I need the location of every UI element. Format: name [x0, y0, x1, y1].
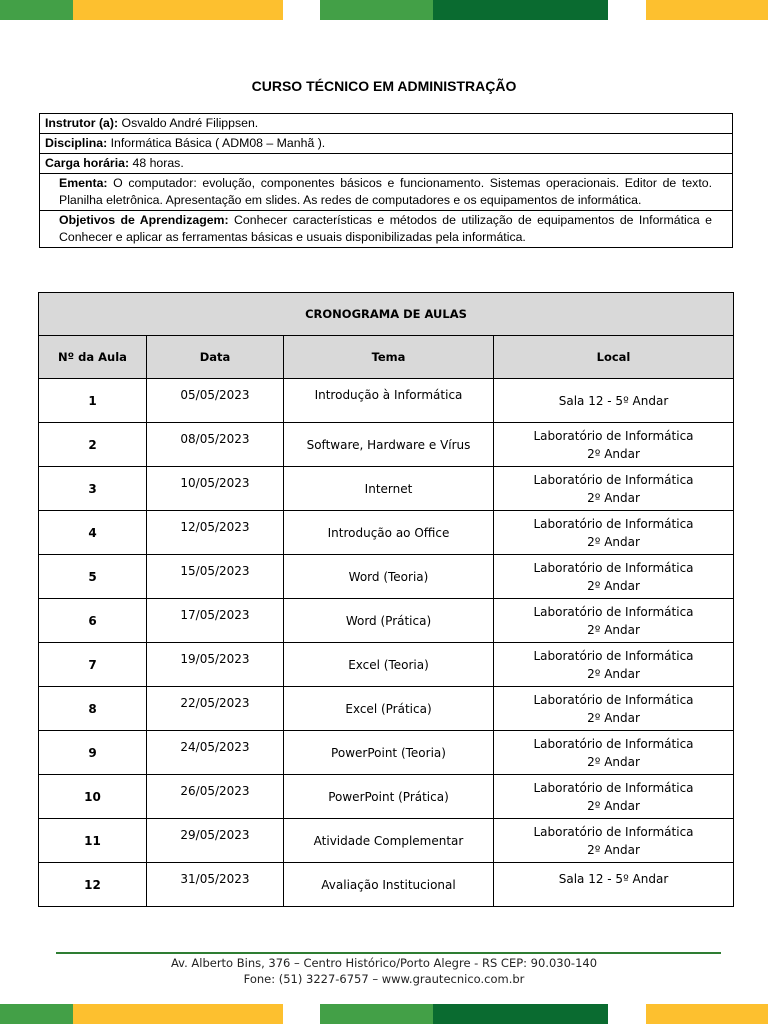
local-line-2: 2º Andar — [587, 446, 640, 461]
aula-number: 2 — [39, 423, 147, 467]
local-line-1: Laboratório de Informática — [533, 428, 694, 443]
local-line-2: 2º Andar — [587, 490, 640, 505]
table-row — [39, 379, 734, 423]
local-line-1: Laboratório de Informática — [533, 648, 694, 663]
objetivos-label: Objetivos de Aprendizagem: — [59, 213, 229, 227]
aula-tema: PowerPoint (Teoria) — [284, 731, 494, 775]
local-line-1: Laboratório de Informática — [533, 516, 694, 531]
aula-number: 1 — [39, 379, 147, 423]
local-line-2: 2º Andar — [587, 842, 640, 857]
table-row — [39, 423, 734, 467]
aula-tema: Excel (Teoria) — [284, 643, 494, 687]
local-line-2: 2º Andar — [587, 710, 640, 725]
header-data: Data — [147, 336, 284, 379]
local-line-1: Sala 12 - 5º Andar — [558, 871, 669, 886]
aula-date: 31/05/2023 — [147, 863, 284, 907]
aula-date: 08/05/2023 — [147, 423, 284, 467]
aula-local — [494, 687, 734, 731]
cronograma-table — [38, 292, 734, 907]
local-line-1: Laboratório de Informática — [533, 780, 694, 795]
aula-number: 10 — [39, 775, 147, 819]
local-line-2: 2º Andar — [587, 798, 640, 813]
aula-date: 12/05/2023 — [147, 511, 284, 555]
aula-tema: Software, Hardware e Vírus — [284, 423, 494, 467]
instrutor-row — [40, 114, 732, 134]
disciplina-label: Disciplina: — [45, 136, 108, 150]
aula-local — [494, 775, 734, 819]
local-line-2: 2º Andar — [587, 578, 640, 593]
aula-number: 6 — [39, 599, 147, 643]
table-row — [39, 819, 734, 863]
carga-value: 48 horas. — [129, 156, 184, 170]
instrutor-value: Osvaldo André Filippsen. — [118, 116, 259, 130]
aula-tema: PowerPoint (Prática) — [284, 775, 494, 819]
footer — [0, 955, 768, 987]
aula-tema: Word (Teoria) — [284, 555, 494, 599]
table-row — [39, 467, 734, 511]
header-tema: Tema — [284, 336, 494, 379]
local-line-1: Laboratório de Informática — [533, 472, 694, 487]
page-title: CURSO TÉCNICO EM ADMINISTRAÇÃO — [251, 78, 517, 94]
objetivos-row — [40, 211, 732, 247]
aula-date: 17/05/2023 — [147, 599, 284, 643]
aula-date: 26/05/2023 — [147, 775, 284, 819]
aula-local — [494, 731, 734, 775]
aula-date: 19/05/2023 — [147, 643, 284, 687]
aula-date: 05/05/2023 — [147, 379, 284, 423]
aula-number: 9 — [39, 731, 147, 775]
instrutor-label: Instrutor (a): — [45, 116, 119, 130]
table-row — [39, 643, 734, 687]
local-line-2: 2º Andar — [587, 666, 640, 681]
footer-divider — [56, 952, 721, 954]
table-row — [39, 731, 734, 775]
local-line-2: 2º Andar — [587, 534, 640, 549]
footer-address: Av. Alberto Bins, 376 – Centro Histórico/Porto Alegre - RS CEP: 90.030-140 — [170, 956, 598, 970]
local-line-2: 2º Andar — [587, 622, 640, 637]
aula-tema: Introdução à Informática — [284, 379, 494, 423]
ementa-label: Ementa: — [59, 176, 108, 190]
header-local: Local — [494, 336, 734, 379]
local-line-1: Laboratório de Informática — [533, 560, 694, 575]
course-info-box — [39, 113, 733, 248]
table-row — [39, 511, 734, 555]
table-row — [39, 775, 734, 819]
aula-local — [494, 863, 734, 907]
aula-tema: Introdução ao Office — [284, 511, 494, 555]
local-line-1: Sala 12 - 5º Andar — [558, 393, 669, 408]
aula-local — [494, 599, 734, 643]
cronograma-title: CRONOGRAMA DE AULAS — [39, 293, 734, 336]
local-line-1: Laboratório de Informática — [533, 692, 694, 707]
aula-local — [494, 511, 734, 555]
aula-tema: Excel (Prática) — [284, 687, 494, 731]
aula-date: 24/05/2023 — [147, 731, 284, 775]
disciplina-row — [40, 134, 732, 154]
aula-number: 4 — [39, 511, 147, 555]
ementa-value: O computador: evolução, componentes básicos e funcionamento. Sistemas operacionais. Editor de texto. Planilha eletrônica. Apresentação em slides. As redes de computadores e os equipamentos de informática. — [59, 176, 712, 207]
table-row — [39, 863, 734, 907]
local-line-1: Laboratório de Informática — [533, 736, 694, 751]
ementa-row — [40, 174, 732, 211]
local-line-1: Laboratório de Informática — [533, 604, 694, 619]
carga-label: Carga horária: — [45, 156, 130, 170]
header-num: Nº da Aula — [39, 336, 147, 379]
footer-contact: Fone: (51) 3227-6757 – www.grautecnico.com.br — [243, 972, 525, 986]
aula-date: 22/05/2023 — [147, 687, 284, 731]
aula-local — [494, 423, 734, 467]
aula-number: 5 — [39, 555, 147, 599]
local-line-2: 2º Andar — [587, 754, 640, 769]
aula-tema: Internet — [284, 467, 494, 511]
table-row — [39, 555, 734, 599]
aula-date: 10/05/2023 — [147, 467, 284, 511]
disciplina-value: Informática Básica ( ADM08 – Manhã ). — [107, 136, 326, 150]
aula-tema: Avaliação Institucional — [284, 863, 494, 907]
aula-local — [494, 643, 734, 687]
aula-local — [494, 555, 734, 599]
aula-number: 8 — [39, 687, 147, 731]
aula-number: 7 — [39, 643, 147, 687]
aula-date: 15/05/2023 — [147, 555, 284, 599]
aula-tema: Atividade Complementar — [284, 819, 494, 863]
top-color-band — [0, 0, 768, 20]
aula-number: 12 — [39, 863, 147, 907]
aula-date: 29/05/2023 — [147, 819, 284, 863]
local-line-1: Laboratório de Informática — [533, 824, 694, 839]
aula-local — [494, 379, 734, 423]
aula-local — [494, 819, 734, 863]
carga-row — [40, 154, 732, 174]
table-row — [39, 599, 734, 643]
objetivos-value: Conhecer características e métodos de utilização de equipamentos de Informática e Conhecer e aplicar as ferramentas básicas e usuais disponibilizadas pela informática. — [59, 213, 712, 244]
aula-tema: Word (Prática) — [284, 599, 494, 643]
aula-number: 3 — [39, 467, 147, 511]
aula-number: 11 — [39, 819, 147, 863]
bottom-color-band — [0, 1004, 768, 1024]
table-row — [39, 687, 734, 731]
aula-local — [494, 467, 734, 511]
